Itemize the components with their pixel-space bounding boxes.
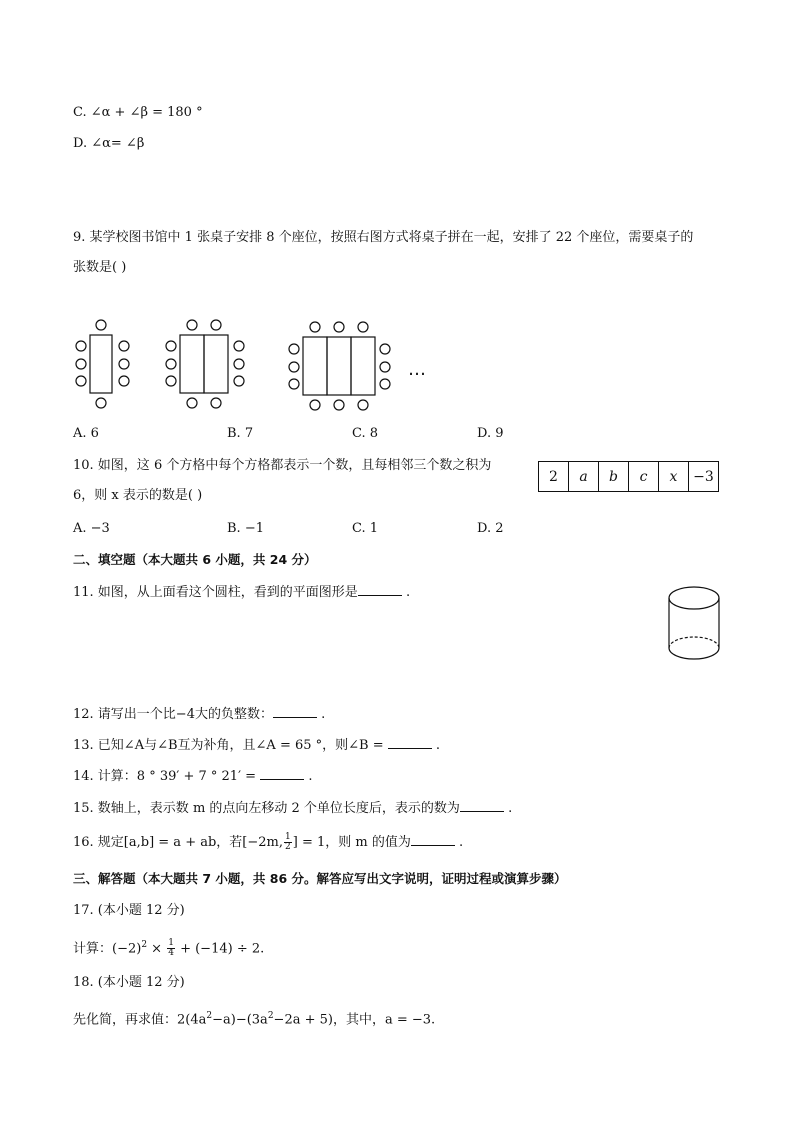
q14-line (73, 766, 312, 786)
table-arrangement-2 (166, 320, 244, 408)
q17-exponent: 2 (141, 940, 148, 950)
answer-blank (460, 798, 504, 812)
table-arrangement-3 (289, 322, 390, 410)
q13-line (73, 735, 440, 755)
q12-tail: . (321, 707, 326, 722)
figure-ellipsis: … (408, 359, 426, 380)
q11-text: 11. 如图，从上面看这个圆柱，看到的平面图形是 (73, 585, 358, 600)
q18-expression (73, 1007, 435, 1029)
section-3-heading: 三、解答题（本大题共 7 小题，共 86 分。解答应写出文字说明，证明过程或演算步骤） (73, 871, 567, 886)
q16-line (73, 832, 463, 852)
q10-stem-line2: 6，则 x 表示的数是( ) (73, 488, 203, 503)
frac-numerator: 1 (285, 832, 291, 842)
q11-tail: . (405, 585, 411, 600)
q18-p3: −2a + 5)，其中，a = −3. (273, 1012, 436, 1028)
q10-option-c: C. 1 (352, 521, 379, 536)
q9-table-figure (70, 315, 440, 415)
frac-denominator: 2 (285, 842, 291, 852)
q17-post: + (−14) ÷ 2. (175, 941, 265, 957)
answer-blank (260, 766, 304, 780)
q10-option-a: A. −3 (73, 521, 110, 536)
grid-cell: x (659, 462, 689, 491)
q9-option-d: D. 9 (477, 426, 504, 441)
section-2-heading: 二、填空题（本大题共 6 小题，共 24 分） (73, 552, 317, 567)
q12-line (73, 704, 325, 724)
answer-blank (273, 704, 317, 718)
grid-cell: b (599, 462, 629, 491)
q18-p1: 先化简，再求值：2(4a (73, 1012, 207, 1028)
answer-blank (388, 735, 432, 749)
q16-fraction (284, 833, 292, 852)
grid-cell: 2 (539, 462, 569, 491)
q18-exp1: 2 (206, 1011, 213, 1021)
q15-line (73, 798, 512, 818)
q14-tail: . (308, 769, 313, 784)
cylinder-figure (666, 584, 724, 664)
q16-tail: . (458, 835, 464, 850)
q17-expression (73, 936, 264, 958)
q17-title: 17. (本小题 12 分) (73, 903, 185, 918)
q9-option-c: C. 8 (352, 426, 379, 441)
q8-option-d: D. ∠α= ∠β (73, 136, 145, 151)
q10-number-grid (538, 461, 719, 492)
q9-option-b: B. 7 (227, 426, 254, 441)
q14-text: 14. 计算：8 ° 39′ + 7 ° 21′ = (73, 769, 257, 784)
q12-text: 12. 请写出一个比−4大的负整数： (73, 707, 273, 722)
grid-cell: −3 (693, 468, 714, 485)
q16-pre: 16. 规定[a,b] = a + ab，若[−2m, (73, 835, 283, 850)
q18-p2: −a)−(3a (212, 1012, 268, 1028)
q9-option-a: A. 6 (73, 426, 99, 441)
q9-stem-line1: 9. 某学校图书馆中 1 张桌子安排 8 个座位，按照右图方式将桌子拼在一起，安排了 22 个座位，需要桌子的 (73, 230, 694, 245)
answer-blank (358, 582, 402, 596)
q18-exp2: 2 (267, 1011, 274, 1021)
q17-pre: 计算：(−2) (73, 941, 142, 957)
q9-stem-line2: 张数是( ) (73, 260, 127, 275)
q13-text: 13. 已知∠A与∠B互为补角，且∠A = 65 °，则∠B = (73, 738, 384, 753)
q10-option-d: D. 2 (477, 521, 504, 536)
frac-numerator: 1 (168, 938, 174, 949)
q10-option-b: B. −1 (227, 521, 264, 536)
grid-cell: a (569, 462, 599, 491)
q15-text: 15. 数轴上，表示数 m 的点向左移动 2 个单位长度后，表示的数为 (73, 801, 460, 816)
q10-stem-line1: 10. 如图，这 6 个方格中每个方格都表示一个数，且每相邻三个数之积为 (73, 458, 492, 473)
q18-title: 18. (本小题 12 分) (73, 975, 185, 990)
q11-line (73, 582, 410, 602)
q15-tail: . (508, 801, 513, 816)
q16-post: ] = 1，则 m 的值为 (292, 835, 411, 850)
answer-blank (411, 832, 455, 846)
q17-fraction (167, 939, 175, 958)
table-arrangement-1 (76, 320, 129, 408)
grid-cell: c (629, 462, 659, 491)
q8-option-c: C. ∠α + ∠β = 180 ° (73, 105, 203, 120)
q13-tail: . (435, 738, 441, 753)
q17-mid: × (147, 941, 167, 957)
frac-denominator: 4 (168, 948, 174, 959)
